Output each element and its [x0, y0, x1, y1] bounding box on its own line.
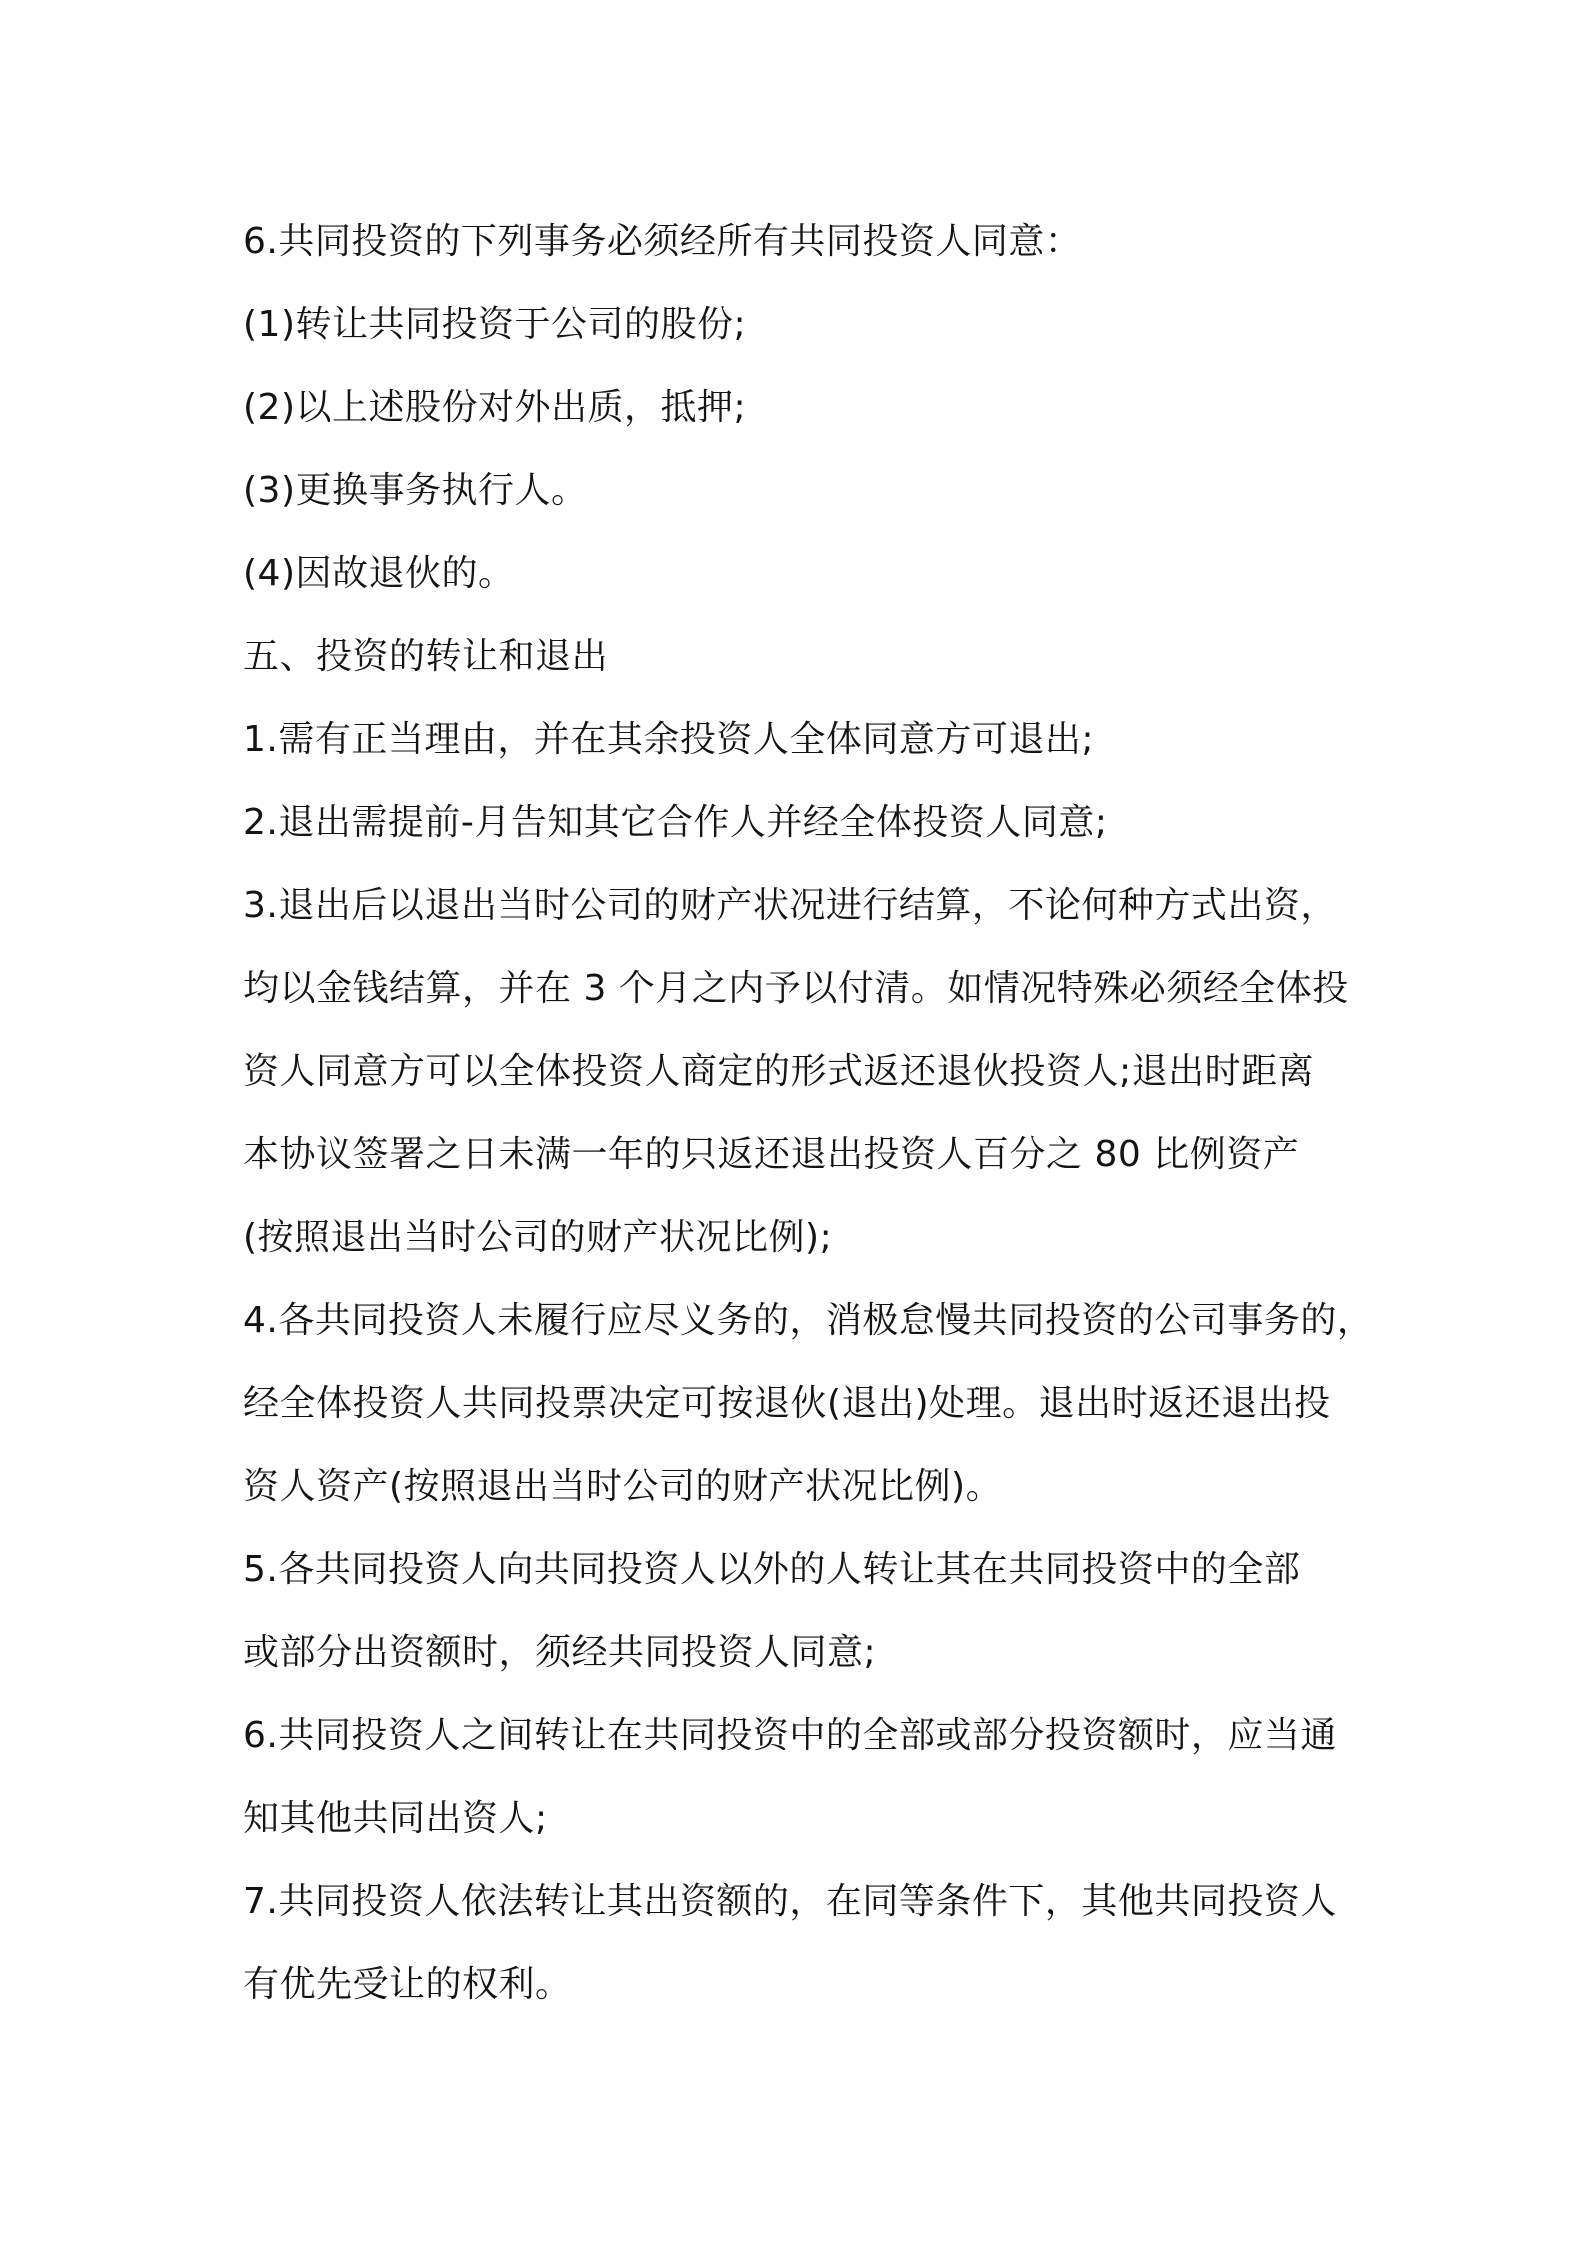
text-line: 2.退出需提前-月告知其它合作人并经全体投资人同意;: [243, 802, 1108, 843]
text-line: 或部分出资额时，须经共同投资人同意;: [243, 1632, 877, 1673]
text-line: (按照退出当时公司的财产状况比例);: [243, 1217, 833, 1258]
document-body: [243, 200, 1383, 2026]
section-heading: 五、投资的转让和退出: [243, 636, 609, 677]
text-line: (4)因故退伙的。: [243, 553, 515, 594]
text-line: 1.需有正当理由，并在其余投资人全体同意方可退出;: [243, 719, 1094, 760]
text-line: 6.共同投资的下列事务必须经所有共同投资人同意：: [243, 221, 1082, 262]
text-line: (2)以上述股份对外出质，抵押;: [243, 387, 747, 428]
text-line: 7.共同投资人依法转让其出资额的，在同等条件下，其他共同投资人: [243, 1881, 1337, 1922]
text-line: 知其他共同出资人;: [243, 1798, 548, 1839]
text-line: 本协议签署之日未满一年的只返还退出投资人百分之 80 比例资产: [243, 1134, 1300, 1175]
text-line: 经全体投资人共同投票决定可按退伙(退出)处理。退出时返还退出投: [243, 1383, 1331, 1424]
text-line: 有优先受让的权利。: [243, 1964, 572, 2005]
text-line: 4.各共同投资人未履行应尽义务的，消极怠慢共同投资的公司事务的，: [243, 1300, 1374, 1341]
text-line: (3)更换事务执行人。: [243, 470, 588, 511]
text-line: (1)转让共同投资于公司的股份;: [243, 304, 747, 345]
text-line: 资人同意方可以全体投资人商定的形式返还退伙投资人;退出时距离: [243, 1051, 1315, 1092]
text-line: 均以金钱结算，并在 3 个月之内予以付清。如情况特殊必须经全体投: [243, 968, 1349, 1009]
text-line: 3.退出后以退出当时公司的财产状况进行结算，不论何种方式出资，: [243, 885, 1337, 926]
text-line: 6.共同投资人之间转让在共同投资中的全部或部分投资额时，应当通: [243, 1715, 1337, 1756]
text-line: 5.各共同投资人向共同投资人以外的人转让其在共同投资中的全部: [243, 1549, 1301, 1590]
text-line: 资人资产(按照退出当时公司的财产状况比例)。: [243, 1466, 1003, 1507]
